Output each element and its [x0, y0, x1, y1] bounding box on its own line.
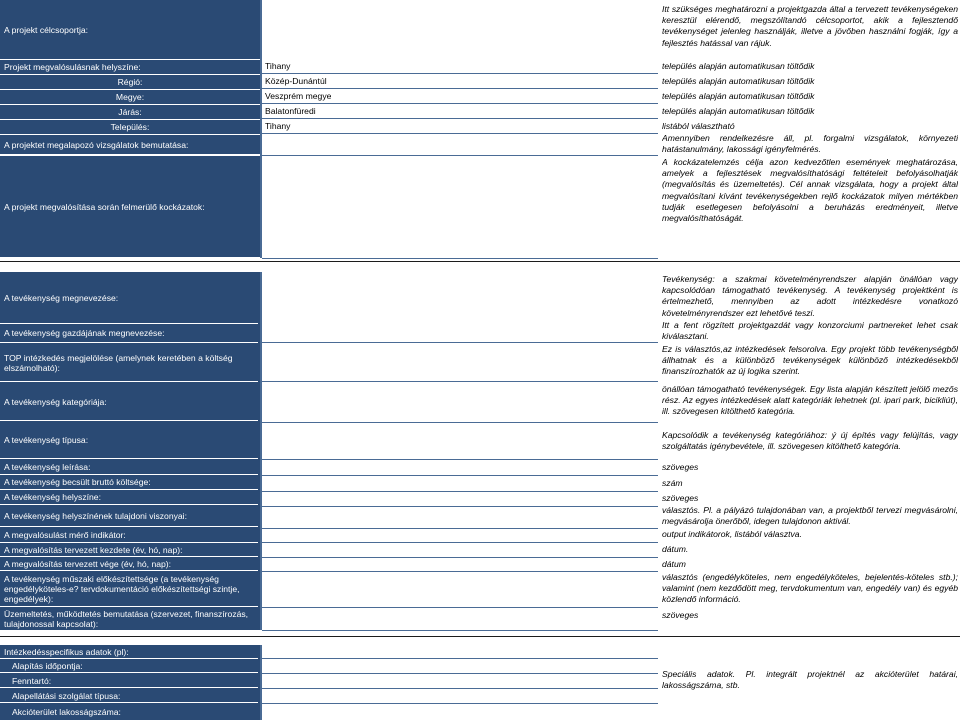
estimated-cost-help: szám — [662, 478, 683, 488]
risks-help: A kockázatelemzés célja azon kedvezőtlen események meghatározása, amelyek a fejlesztések megvalósíthatósági feltételeit befolyásolhatják (megvalósítás és üzemeltetés). Cél annak vizsgálata, hogy a projekt által megvalósítani kívánt tevékenységekben rejlő kockázatok milyen mértékben tudják esetlegesen befolyásolni a beruházás eredményeit, illetve megvalósíthatóságát. — [662, 157, 958, 224]
end-date-value[interactable] — [262, 558, 658, 572]
district-value[interactable]: Balatonfüredi — [262, 104, 658, 119]
indicator-label: A megvalósulást mérő indikátor: — [0, 528, 258, 543]
estimated-cost-label: A tevékenység becsült bruttó költsége: — [0, 475, 258, 490]
founded-value[interactable] — [262, 659, 658, 674]
specific-data-help: Speciális adatok. Pl. integrált projektnél az akcióterület határai, lakosságszáma, stb. — [662, 669, 958, 691]
activity-owner-value[interactable] — [262, 323, 658, 343]
specific-data-value[interactable] — [262, 645, 658, 659]
population-label: Akcióterület lakosságszáma: — [12, 706, 121, 717]
activity-type-label: A tevékenység típusa: — [0, 422, 258, 459]
section-separator — [0, 261, 960, 262]
technical-readiness-value[interactable] — [262, 572, 658, 608]
target-group-label: A projekt célcsoportja: — [0, 0, 260, 60]
service-type-value[interactable] — [262, 689, 658, 704]
location-value[interactable]: Tihany — [262, 59, 658, 74]
activity-type-help: Kapcsolódik a tevékenység kategóriához: ý új építés vagy felújítás, vagy szolgáltatás igénybevétele, ill. szövegesen kitölthető kategória. — [662, 430, 958, 452]
activity-owner-label: A tevékenység gazdájának megnevezése: — [0, 324, 258, 343]
activity-description-help: szöveges — [662, 462, 699, 472]
ownership-label: A tevékenység helyszínének tulajdoni viszonyai: — [0, 505, 258, 527]
risks-value[interactable] — [262, 156, 658, 259]
activity-description-value[interactable] — [262, 460, 658, 476]
start-date-value[interactable] — [262, 543, 658, 558]
technical-readiness-help: választós (engedélyköteles, nem engedélyköteles, bejelentés-köteles stb.); valamint (nem kezdődött meg, tervdokumentum van, engedély van) és egyéb közlendő információ. — [662, 572, 958, 605]
county-label: Megye: — [0, 90, 260, 105]
operation-value[interactable] — [262, 608, 658, 631]
activity-description-label: A tevékenység leírása: — [0, 460, 258, 475]
activity-name-label: A tevékenység megnevezése: — [0, 272, 258, 324]
activity-place-value[interactable] — [262, 492, 658, 507]
top-measure-value[interactable] — [262, 343, 658, 382]
population-value[interactable] — [262, 704, 658, 719]
activity-name-value[interactable] — [262, 272, 658, 324]
founded-label: Alapítás időpontja: — [0, 659, 258, 673]
settlement-value[interactable]: Tihany — [262, 119, 658, 134]
region-value[interactable]: Közép-Dunántúl — [262, 74, 658, 89]
settlement-label: Település: — [0, 120, 260, 135]
activity-type-value[interactable] — [262, 423, 658, 460]
operation-label: Üzemeltetés, működtetés bemutatása (szervezet, finanszírozás, tulajdonossal kapcsolat): — [4, 608, 249, 629]
risks-label: A projekt megvalósítása során felmerülő kockázatok: — [0, 156, 260, 258]
region-help: település alapján automatikusan töltődik — [662, 76, 815, 86]
section-separator — [0, 636, 960, 637]
end-date-help: dátum — [662, 559, 686, 569]
location-label: Projekt megvalósulásnak helyszíne: — [0, 60, 260, 75]
ownership-help: választós. Pl. a pályázó tulajdonában van, a projektből tervezi megvásárolni, megvásárolja önerőből, idegen tulajdonon aktivál. — [662, 505, 958, 527]
top-measure-help: Ez is választós,az intézkedések felsorolva. Egy projekt több tevékenységből állhatnak és a különböző tevékenységek különböző intézkedésekből finanszírozhatók az új logika szerint. — [662, 344, 958, 377]
maintainer-value[interactable] — [262, 674, 658, 689]
estimated-cost-value[interactable] — [262, 476, 658, 492]
district-help: település alapján automatikusan töltődik — [662, 106, 815, 116]
activity-place-label: A tevékenység helyszíne: — [0, 490, 258, 505]
specific-data-label: Intézkedésspecifikus adatok (pl): — [0, 645, 258, 659]
ownership-value[interactable] — [262, 507, 658, 529]
end-date-label: A megvalósítás tervezett vége (év, hó, nap): — [0, 557, 258, 571]
location-help: település alapján automatikusan töltődik — [662, 61, 815, 71]
activity-name-help: Tevékenység: a szakmai követelményrendszer alapján önállóan vagy kapcsolódóan támogatható tevékenység. A tevékenység projektként is értelmezhető, mennyiben az adott intézkedésre vonatkozó követelményrendszer ezt lehetővé teszi. — [662, 274, 958, 318]
target-group-value[interactable] — [262, 0, 658, 60]
indicator-help: output indikátorok, listából választva. — [662, 529, 802, 539]
activity-place-help: szöveges — [662, 493, 699, 503]
region-label: Régió: — [0, 75, 260, 90]
activity-category-label: A tevékenység kategóriája: — [0, 383, 258, 421]
indicator-value[interactable] — [262, 529, 658, 543]
target-group-help: Itt szükséges meghatározni a projektgazda által a tervezett tevékenységeken keresztül elérendő, megszólítandó célcsoportot, akik a fejlesztendő tevékenységet jelenleg használják, illetve a jövőben használni fogják, így a fejlesztés hatással van rájuk. — [662, 4, 958, 48]
district-label: Járás: — [0, 105, 260, 120]
service-type-label: Alapellátási szolgálat típusa: — [0, 689, 258, 703]
activity-category-value[interactable] — [262, 382, 658, 423]
technical-readiness-label: A tevékenység műszaki előkészítettsége (a tevékenység engedélyköteles-e? tervdokumentáció előkészítettségi szintje, engedélyek): — [0, 571, 258, 607]
studies-help: Amennyiben rendelkezésre áll, pl. forgalmi vizsgálatok, környezeti hatástanulmány, lakossági igényfelmérés. — [662, 133, 958, 155]
settlement-help: listából választható — [662, 121, 735, 131]
county-help: település alapján automatikusan töltődik — [662, 91, 815, 101]
studies-value[interactable] — [262, 134, 658, 156]
operation-help: szöveges — [662, 610, 699, 620]
start-date-label: A megvalósítás tervezett kezdete (év, hó, nap): — [0, 543, 258, 557]
top-measure-label: TOP intézkedés megjelölése (amelynek keretében a költség elszámolható): — [0, 344, 258, 382]
county-value[interactable]: Veszprém megye — [262, 89, 658, 104]
start-date-help: dátum. — [662, 544, 689, 554]
activity-category-help: önállóan támogatható tevékenységek. Egy lista alapján készített jelölő mezős rész. Az egyes intézkedések alatt kategóriák lehetnek (pl. ipari park, bicikliút), ill. szövegesen kitölthető kategória. — [662, 384, 958, 417]
activity-owner-help: Itt a fent rögzített projektgazdát vagy konzorciumi partnereket lehet csak kiválasztani. — [662, 320, 958, 342]
studies-label: A projektet megalapozó vizsgálatok bemutatása: — [0, 135, 260, 155]
maintainer-label: Fenntartó: — [0, 674, 258, 688]
